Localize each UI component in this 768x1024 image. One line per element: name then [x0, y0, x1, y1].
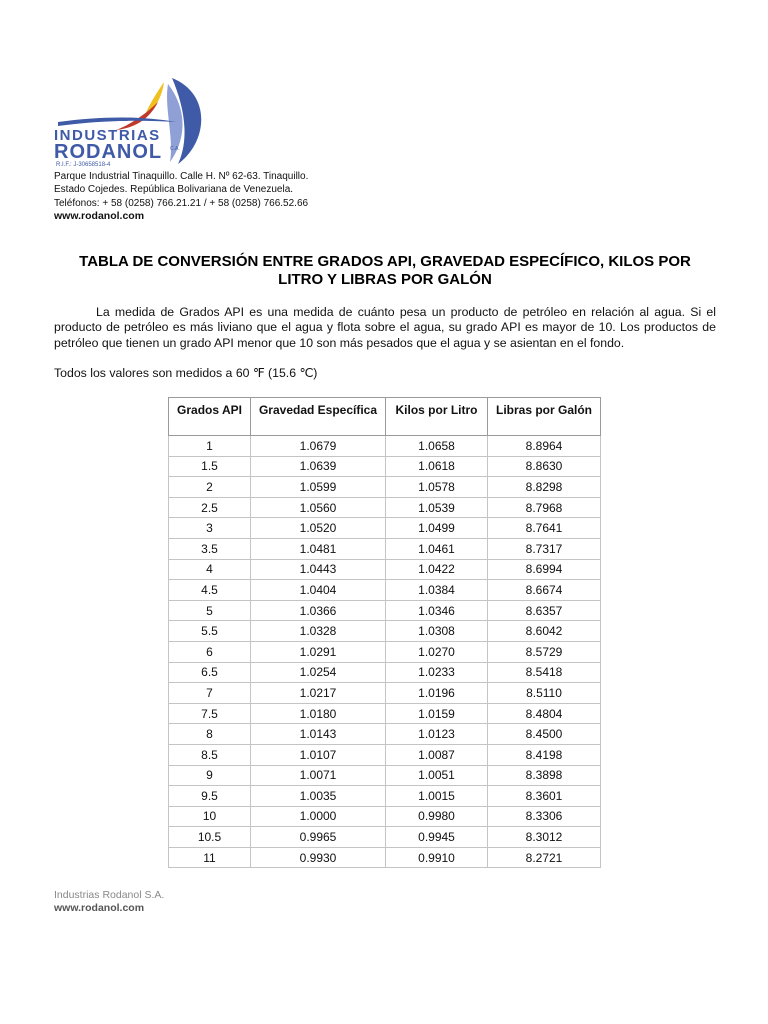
table-cell: 8.7317	[488, 538, 601, 559]
table-cell: 1.0291	[251, 641, 386, 662]
table-cell: 6.5	[169, 662, 251, 683]
table-cell: 1.0035	[251, 786, 386, 807]
table-cell: 8.3601	[488, 786, 601, 807]
table-cell: 8.7968	[488, 497, 601, 518]
table-row	[169, 456, 601, 477]
measurement-note: Todos los valores son medidos a 60 ℉ (15.6 ℃)	[54, 366, 318, 380]
table-cell: 11	[169, 847, 251, 868]
table-row	[169, 744, 601, 765]
table-cell: 0.9910	[386, 847, 488, 868]
conversion-table	[168, 397, 601, 868]
table-cell: 1.0481	[251, 538, 386, 559]
table-cell: 1.0051	[386, 765, 488, 786]
table-cell: 1.0560	[251, 497, 386, 518]
footer-website-link[interactable]: www.rodanol.com	[54, 902, 145, 914]
table-cell: 1.0196	[386, 683, 488, 704]
table-cell: 1.0499	[386, 518, 488, 539]
table-cell: 1.0308	[386, 621, 488, 642]
table-cell: 1.0520	[251, 518, 386, 539]
table-cell: 8.6674	[488, 580, 601, 601]
table-cell: 1.0422	[386, 559, 488, 580]
table-row	[169, 662, 601, 683]
table-cell: 1.0404	[251, 580, 386, 601]
logo-rif: R.I.F.: J-30658518-4	[56, 162, 111, 168]
table-cell: 1.0159	[386, 703, 488, 724]
header-grados-api: Grados API	[169, 398, 251, 436]
table-row	[169, 559, 601, 580]
table-cell: 1.0254	[251, 662, 386, 683]
table-cell: 0.9930	[251, 847, 386, 868]
table-cell: 1.0270	[386, 641, 488, 662]
table-cell: 8.4500	[488, 724, 601, 745]
table-row	[169, 703, 601, 724]
table-cell: 8.2721	[488, 847, 601, 868]
table-cell: 6	[169, 641, 251, 662]
table-cell: 1.0346	[386, 600, 488, 621]
table-cell: 10	[169, 806, 251, 827]
table-cell: 1.0143	[251, 724, 386, 745]
table-cell: 8.7641	[488, 518, 601, 539]
table-cell: 1.0180	[251, 703, 386, 724]
table-row	[169, 806, 601, 827]
document-title	[60, 253, 710, 289]
table-cell: 8.4804	[488, 703, 601, 724]
title-line-1: TABLA DE CONVERSIÓN ENTRE GRADOS API, GRAVEDAD ESPECÍFICO, KILOS POR	[79, 253, 691, 270]
table-body	[169, 436, 601, 868]
table-cell: 1.0087	[386, 744, 488, 765]
table-cell: 1.0443	[251, 559, 386, 580]
table-cell: 8.5110	[488, 683, 601, 704]
address-line-1: Parque Industrial Tinaquillo. Calle H. Nº 62-63. Tinaquillo.	[54, 171, 309, 182]
table-cell: 1.0328	[251, 621, 386, 642]
table-row	[169, 580, 601, 601]
address-line-2: Estado Cojedes. República Bolivariana de Venezuela.	[54, 184, 294, 196]
table-row	[169, 538, 601, 559]
table-row	[169, 847, 601, 868]
footer	[54, 889, 164, 915]
title-line-2: LITRO Y LIBRAS POR GALÓN	[278, 271, 492, 288]
table-header-row	[169, 398, 601, 436]
table-cell: 9	[169, 765, 251, 786]
table-row	[169, 724, 601, 745]
table-cell: 8.8298	[488, 477, 601, 498]
header-gravedad-especifica: Gravedad Específica	[251, 398, 386, 436]
table-cell: 5	[169, 600, 251, 621]
table-cell: 9.5	[169, 786, 251, 807]
header-kilos-por-litro: Kilos por Litro	[386, 398, 488, 436]
table-cell: 8.5	[169, 744, 251, 765]
table-row	[169, 477, 601, 498]
table-row	[169, 683, 601, 704]
table-row	[169, 497, 601, 518]
company-address-block	[54, 170, 308, 224]
logo-text-ca: C.A.	[170, 146, 180, 152]
table-cell: 1.0233	[386, 662, 488, 683]
table-cell: 1.0000	[251, 806, 386, 827]
table-cell: 8.5729	[488, 641, 601, 662]
table-cell: 2	[169, 477, 251, 498]
company-logo-graphic	[52, 72, 212, 168]
table-cell: 1.0618	[386, 456, 488, 477]
phone-numbers: Teléfonos: + 58 (0258) 766.21.21 / + 58 (0258) 766.52.66	[54, 197, 309, 209]
table-row	[169, 827, 601, 848]
table-row	[169, 786, 601, 807]
table-cell: 7.5	[169, 703, 251, 724]
table-cell: 1.5	[169, 456, 251, 477]
table-cell: 1.0658	[386, 436, 488, 457]
table-cell: 8.6357	[488, 600, 601, 621]
table-cell: 1.0123	[386, 724, 488, 745]
table-cell: 8.5418	[488, 662, 601, 683]
table-cell: 7	[169, 683, 251, 704]
table-cell: 8.8964	[488, 436, 601, 457]
table-cell: 1.0599	[251, 477, 386, 498]
table-cell: 5.5	[169, 621, 251, 642]
table-cell: 4	[169, 559, 251, 580]
table-cell: 1.0384	[386, 580, 488, 601]
table-cell: 1.0461	[386, 538, 488, 559]
table-row	[169, 518, 601, 539]
table-cell: 4.5	[169, 580, 251, 601]
intro-paragraph: La medida de Grados API es una medida de cuánto pesa un producto de petróleo en relación al agua. Si el producto de petróleo es más liviano que el agua y flota sobre el agua, su grado API es mayor de 10. Los productos de petróleo que tienen un grado API menor que 10 son más pesados que el agua y se asientan en el fondo.	[54, 305, 716, 350]
table-cell: 8.3306	[488, 806, 601, 827]
table-cell: 1.0107	[251, 744, 386, 765]
table-cell: 8.8630	[488, 456, 601, 477]
table-cell: 1	[169, 436, 251, 457]
table-cell: 1.0071	[251, 765, 386, 786]
table-cell: 0.9945	[386, 827, 488, 848]
table-cell: 8.6994	[488, 559, 601, 580]
table-cell: 8	[169, 724, 251, 745]
table-row	[169, 621, 601, 642]
table-cell: 1.0679	[251, 436, 386, 457]
table-row	[169, 641, 601, 662]
table-cell: 1.0578	[386, 477, 488, 498]
table-cell: 1.0539	[386, 497, 488, 518]
logo-text-industrias: INDUSTRIAS	[54, 127, 161, 144]
company-logo	[52, 72, 212, 168]
logo-swoosh	[58, 118, 176, 127]
table-cell: 0.9965	[251, 827, 386, 848]
website-link[interactable]: www.rodanol.com	[54, 210, 145, 223]
table-row	[169, 600, 601, 621]
table-cell: 1.0217	[251, 683, 386, 704]
header-libras-por-galon: Libras por Galón	[488, 398, 601, 436]
table-cell: 8.3898	[488, 765, 601, 786]
table-cell: 3.5	[169, 538, 251, 559]
table-cell: 3	[169, 518, 251, 539]
table-cell: 1.0639	[251, 456, 386, 477]
table-cell: 1.0366	[251, 600, 386, 621]
table-cell: 8.6042	[488, 621, 601, 642]
table-cell: 0.9980	[386, 806, 488, 827]
table-row	[169, 765, 601, 786]
footer-company: Industrias Rodanol S.A.	[54, 889, 165, 901]
logo-text-rodanol: RODANOL	[54, 141, 163, 163]
table-cell: 8.4198	[488, 744, 601, 765]
table-cell: 2.5	[169, 497, 251, 518]
table-cell: 8.3012	[488, 827, 601, 848]
table-row	[169, 436, 601, 457]
table-cell: 1.0015	[386, 786, 488, 807]
table-cell: 10.5	[169, 827, 251, 848]
